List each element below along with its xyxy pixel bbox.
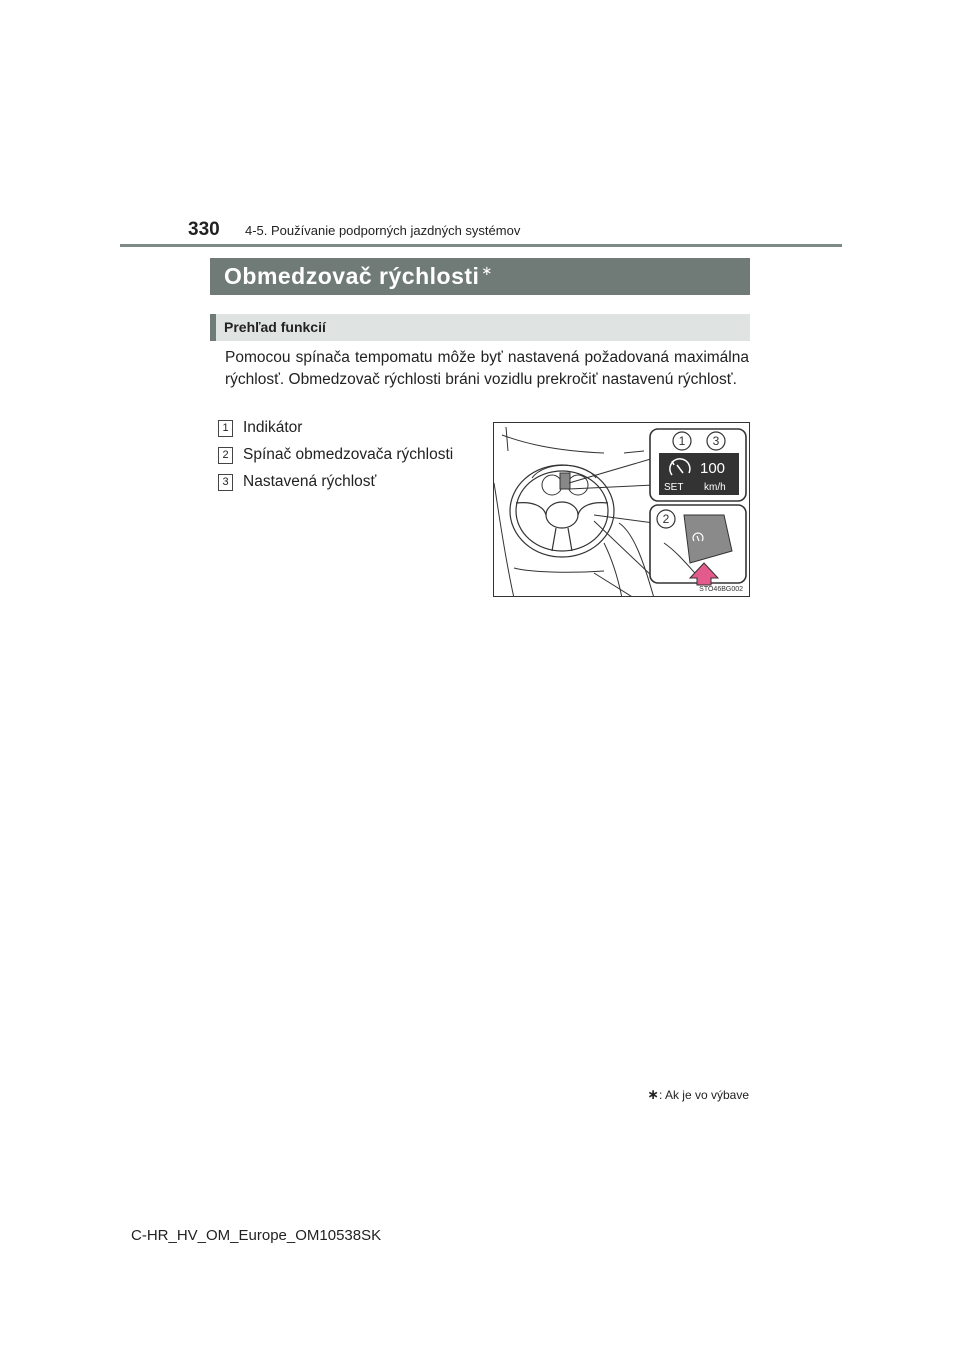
dash-line <box>506 427 508 451</box>
display-unit: km/h <box>704 482 726 493</box>
figure-code: STO46BG002 <box>699 586 743 593</box>
leader-line <box>594 521 654 578</box>
subsection-title: Prehľad funkcií <box>210 314 750 341</box>
page-number: 330 <box>188 219 220 240</box>
footnote-marker: ∗ <box>647 1086 659 1102</box>
header-rule <box>120 244 842 247</box>
legend-item-indicator <box>218 419 302 437</box>
section-title: Obmedzovač rýchlosti <box>224 263 480 289</box>
instrument-cluster <box>532 465 596 495</box>
footer-doc-id: C-HR_HV_OM_Europe_OM10538SK <box>131 1227 382 1244</box>
leader-line <box>569 458 654 483</box>
display-set: SET <box>664 482 684 493</box>
dashboard-drawing <box>494 423 750 597</box>
legend-number: 3 <box>218 474 233 491</box>
legend-label: Spínač obmedzovača rýchlosti <box>243 446 454 463</box>
legend-label: Indikátor <box>243 419 303 436</box>
callout-number-2: 2 <box>662 512 670 526</box>
section-title-bar <box>210 258 750 295</box>
footnote-text: : Ak je vo výbave <box>658 1088 749 1102</box>
display-speed: 100 <box>700 460 726 477</box>
dash-line <box>624 451 644 453</box>
callout-number-3: 3 <box>712 434 720 448</box>
callout-number-1: 1 <box>678 434 686 448</box>
legend-number: 2 <box>218 447 233 464</box>
dash-line <box>619 523 654 597</box>
legend-item-switch <box>218 446 453 464</box>
intro-paragraph: Pomocou spínača tempomatu môže byť nastavená požadovaná maximálna rýchlosť. Obmedzovač rýchlosti bráni vozidlu prekročiť nastavenú rýchlosť. <box>225 349 749 388</box>
section-marker: ∗ <box>481 263 493 278</box>
leader-line <box>594 515 654 523</box>
leader-line <box>569 485 654 489</box>
speed-limiter-illustration <box>493 422 750 597</box>
dash-line <box>514 568 604 572</box>
dash-line <box>594 573 634 597</box>
legend-label: Nastavená rýchlosť <box>243 473 377 490</box>
legend-number: 1 <box>218 420 233 437</box>
legend-item-set-speed <box>218 473 376 491</box>
dash-line <box>502 435 604 453</box>
footnote <box>647 1086 749 1103</box>
chapter-title: 4-5. Používanie podporných jazdných systémov <box>245 223 521 238</box>
